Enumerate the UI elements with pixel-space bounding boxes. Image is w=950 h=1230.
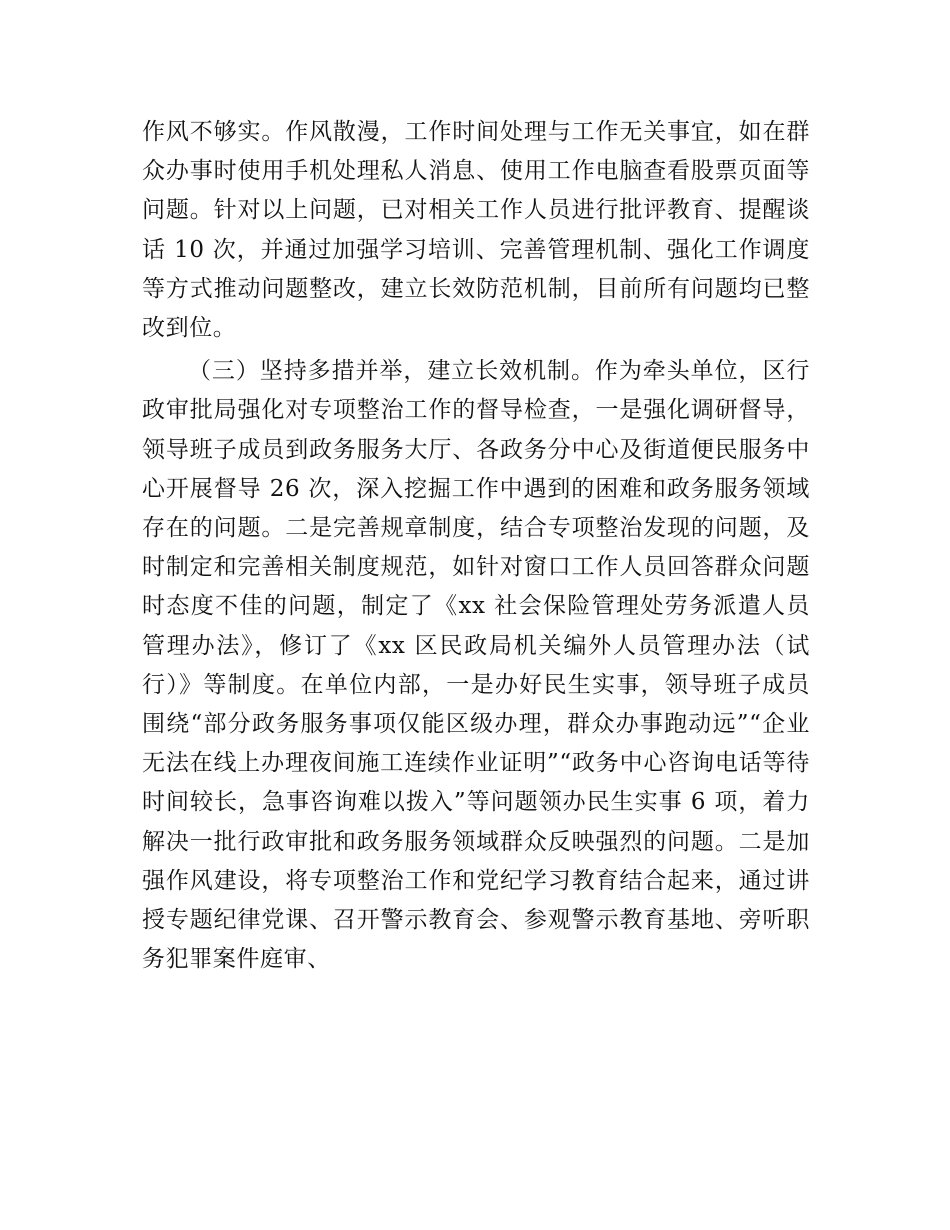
paragraph-work-style: 作风不够实。作风散漫，工作时间处理与工作无关事宜，如在群众办事时使用手机处理私人消息、使用工作电脑查看股票页面等问题。针对以上问题，已对相关工作人员进行批评教育、提醒谈话 10 次，并通过加强学习培训、完善管理机制、强化工作调度等方式推动问题整改，建立长效防范机制，目前所有问题均已整改到位。 [142, 119, 810, 342]
paragraph-long-term-mechanism: （三）坚持多措并举，建立长效机制。作为牵头单位，区行政审批局强化对专项整治工作的督导检查，一是强化调研督导，领导班子成员到政务服务大厅、各政务分中心及街道便民服务中心开展督导 26 次，深入挖掘工作中遇到的困难和政务服务领域存在的问题。二是完善规章制度，结合专项整治发现的问题，及时制定和完善相关制度规范，如针对窗口工作人员回答群众问题时态度不佳的问题，制定了《xx 社会保险管理处劳务派遣人员管理办法》，修订了《xx 区民政局机关编外人员管理办法（试行）》等制度。在单位内部，一是办好民生实事，领导班子成员围绕“部分政务服务事项仅能区级办理，群众办事跑动远”“企业无法在线上办理夜间施工连续作业证明”“政务中心咨询电话等待时间较长，急事咨询难以拨入”等问题领办民生实事 6 项，着力解决一批行政审批和政务服务领域群众反映强烈的问题。二是加强作风建设，将专项整治工作和党纪学习教育结合起来，通过讲授专题纪律党课、召开警示教育会、参观警示教育基地、旁听职务犯罪案件庭审、 [142, 358, 810, 973]
document-body [142, 113, 810, 983]
